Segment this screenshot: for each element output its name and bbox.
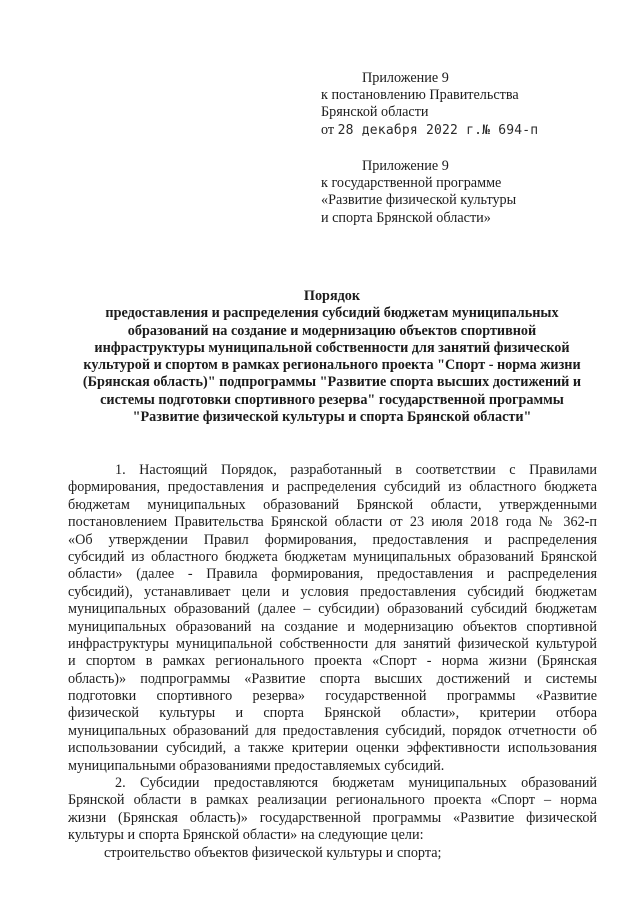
- paragraph-line: «Об утверждении Правил формирования, предоставления и распределения: [68, 531, 597, 548]
- paragraph-line: 1. Настоящий Порядок, разработанный в соответствии с Правилами: [115, 462, 597, 478]
- paragraph-line: муниципальных образований (далее – субсидии) образований субсидий бюджетам: [68, 601, 597, 618]
- heading-line: "Развитие физической культуры и спорта Брянской области": [132, 409, 532, 426]
- heading-line: образований на создание и модернизацию объектов спортивной: [127, 322, 537, 339]
- handwritten-date-number: 28 декабря 2022 г.№ 694-п: [337, 122, 539, 138]
- heading-line: инфраструктуры муниципальной собственности для занятий физической: [94, 339, 570, 356]
- paragraph-line: Брянской области в рамках реализации регионального проекта «Спорт – норма: [68, 792, 597, 809]
- heading-line: культурой и спортом в рамках регионального проекта "Спорт - норма жизни: [83, 357, 581, 374]
- list-item: строительство объектов физической культуры и спорта;: [104, 844, 442, 861]
- paragraph-line: физической культуры и спорта Брянской области», критерии отбора: [68, 705, 597, 722]
- paragraph-line: и спортом в рамках регионального проекта «Спорт - норма жизни (Брянская: [68, 653, 597, 670]
- paragraph-line: 2. Субсидии предоставляются бюджетам муниципальных образований: [115, 775, 597, 792]
- heading-line: системы подготовки спортивного резерва" государственной программы: [100, 391, 564, 408]
- heading-title: Порядок: [303, 288, 361, 304]
- paragraph-line: муниципальных образований для предоставления субсидий, порядок отчетности об: [68, 722, 597, 739]
- document-heading: [64, 288, 600, 426]
- annex-decree-title: Приложение 9: [362, 70, 449, 86]
- paragraph-line: муниципальных образований на создание и модернизацию объектов спортивной: [68, 618, 597, 635]
- annex-program-line: «Развитие физической культуры: [321, 192, 517, 209]
- document-body: [68, 462, 597, 862]
- paragraph-1: [68, 462, 597, 775]
- annex-decree-line: к постановлению Правительства: [321, 87, 519, 104]
- paragraph-line: подготовки спортивного резерва» государственной программы «Развитие: [68, 688, 597, 705]
- heading-line: предоставления и распределения субсидий бюджетам муниципальных: [105, 305, 559, 322]
- paragraph-line: бюджетам муниципальных образований Брянской области, утвержденными: [68, 496, 597, 513]
- paragraph-line: муниципальными образованиями предоставляемых субсидий.: [68, 757, 445, 774]
- paragraph-line: области» (далее - Правила формирования, предоставления и распределения: [68, 566, 597, 583]
- annex-decree-block: [321, 70, 538, 139]
- date-prefix: от: [321, 121, 335, 138]
- annex-program-line: и спорта Брянской области»: [321, 209, 491, 226]
- paragraph-line: субсидий из областного бюджета бюджетам муниципальных образований Брянской: [68, 548, 597, 565]
- paragraph-line: жизни (Брянская область)» государственной программы «Развитие физической: [68, 809, 597, 826]
- annex-program-line: к государственной программе: [321, 175, 502, 192]
- paragraph-line: культуры и спорта Брянской области» на следующие цели:: [68, 827, 424, 844]
- paragraph-line: субсидий), устанавливает цели и условия предоставления субсидий бюджетам: [68, 583, 597, 600]
- paragraph-2: [68, 775, 597, 845]
- annex-program-block: [321, 158, 516, 227]
- annex-decree-line: Брянской области: [321, 104, 429, 121]
- paragraph-line: использовании субсидий, а также критерии оценки эффективности использования: [68, 740, 597, 757]
- paragraph-line: формирования, предоставления и распределения субсидий из областного бюджета: [68, 479, 597, 496]
- annex-decree-date-line: [321, 122, 538, 139]
- paragraph-line: постановлением Правительства Брянской области от 23 июля 2018 года № 362-п: [68, 514, 597, 531]
- paragraph-line: инфраструктуры муниципальной собственности для занятий физической культурой: [68, 635, 597, 652]
- heading-line: (Брянская область)" подпрограммы "Развитие спорта высших достижений и: [82, 374, 582, 391]
- paragraph-line: область)» подпрограммы «Развитие спорта высших достижений и системы: [68, 670, 597, 687]
- annex-program-title: Приложение 9: [362, 158, 449, 174]
